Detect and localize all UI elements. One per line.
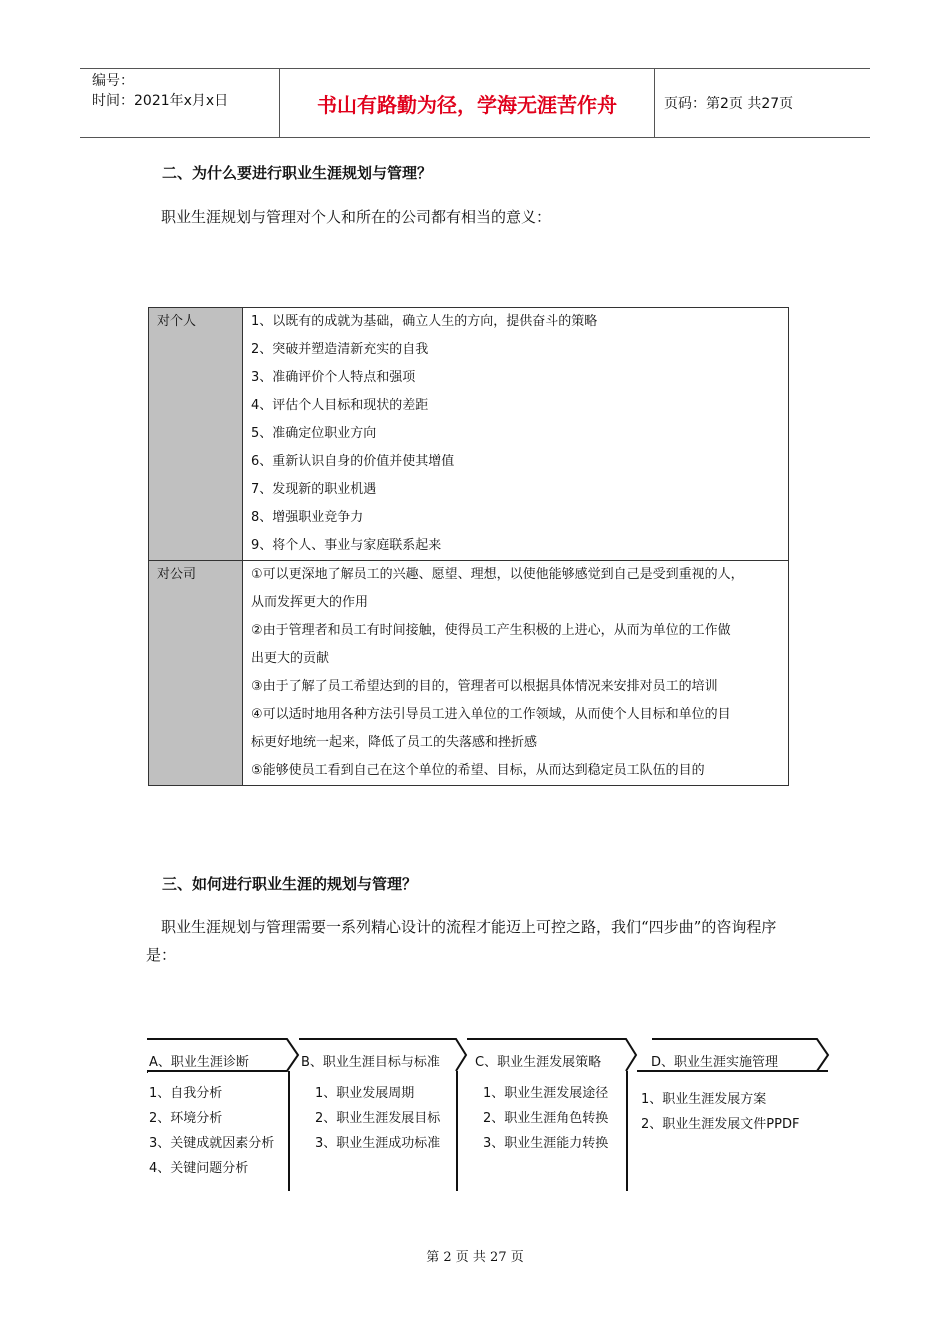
table-row — [149, 308, 789, 561]
significance-table — [148, 307, 789, 786]
list-item: ④可以适时地用各种方法引导员工进入单位的工作领域，从而使个人目标和单位的目 — [251, 707, 731, 722]
row-items-company — [243, 561, 789, 786]
step-item: 2、环境分析 — [149, 1111, 223, 1126]
list-item: 4、评估个人目标和现状的差距 — [251, 398, 429, 413]
row-key-individual: 对个人 — [149, 308, 243, 561]
row-key-company: 对公司 — [149, 561, 243, 786]
page-footer: 第 2 页 共 27 页 — [426, 1250, 524, 1265]
list-item: 6、重新认识自身的价值并使其增值 — [251, 454, 455, 469]
list-item: 8、增强职业竞争力 — [251, 510, 364, 525]
step-item: 3、关键成就因素分析 — [149, 1136, 275, 1151]
list-item: 3、准确评价个人特点和强项 — [251, 370, 416, 385]
step-head: B、职业生涯目标与标准 — [301, 1055, 440, 1070]
step-item: 2、职业生涯角色转换 — [483, 1111, 609, 1126]
list-item: ③由于了解了员工希望达到的目的，管理者可以根据具体情况来安排对员工的培训 — [251, 679, 718, 694]
list-item: ⑤能够使员工看到自己在这个单位的希望、目标，从而达到稳定员工队伍的目的 — [251, 763, 705, 778]
step-item: 1、职业生涯发展途径 — [483, 1086, 609, 1101]
list-item: ②由于管理者和员工有时间接触，使得员工产生积极的上进心，从而为单位的工作做 — [251, 623, 731, 638]
serial-label: 编号： — [92, 73, 134, 89]
list-item: 5、准确定位职业方向 — [251, 426, 377, 441]
step-item: 3、职业生涯能力转换 — [483, 1136, 609, 1151]
list-item: 9、将个人、事业与家庭联系起来 — [251, 538, 442, 553]
step-head: D、职业生涯实施管理 — [651, 1055, 779, 1070]
step-head: A、职业生涯诊断 — [149, 1055, 249, 1070]
section2-intro: 职业生涯规划与管理对个人和所在的公司都有相当的意义： — [161, 208, 552, 226]
step-item: 2、职业生涯发展目标 — [315, 1111, 441, 1126]
list-item: 从而发挥更大的作用 — [251, 595, 369, 610]
list-item: 2、突破并塑造清新充实的自我 — [251, 342, 429, 357]
step-item: 3、职业生涯成功标准 — [315, 1136, 441, 1151]
step-item: 4、关键问题分析 — [149, 1161, 249, 1176]
list-item: ①可以更深地了解员工的兴趣、愿望、理想，以使他能够感觉到自己是受到重视的人， — [251, 567, 744, 582]
page-header — [80, 68, 870, 138]
list-item: 出更大的贡献 — [251, 651, 330, 666]
step-item: 1、自我分析 — [149, 1086, 223, 1101]
header-motto: 书山有路勤为径，学海无涯苦作舟 — [280, 69, 655, 137]
step-item: 1、职业生涯发展方案 — [641, 1092, 767, 1107]
row-items-individual — [243, 308, 789, 561]
four-step-flow — [147, 1038, 830, 1193]
header-meta — [80, 69, 280, 137]
section2-title: 二、为什么要进行职业生涯规划与管理？ — [162, 164, 433, 182]
list-item: 7、发现新的职业机遇 — [251, 482, 377, 497]
list-item: 1、以既有的成就为基础，确立人生的方向，提供奋斗的策略 — [251, 314, 598, 329]
list-item: 标更好地统一起来，降低了员工的失落感和挫折感 — [251, 735, 538, 750]
step-item: 1、职业发展周期 — [315, 1086, 415, 1101]
step-item: 2、职业生涯发展文件PPDF — [641, 1117, 800, 1132]
section3-intro: 职业生涯规划与管理需要一系列精心设计的流程才能迈上可控之路，我们“四步曲”的咨询程序是： — [146, 918, 777, 964]
section3-title: 三、如何进行职业生涯的规划与管理？ — [162, 875, 418, 893]
table-row — [149, 561, 789, 786]
time-label: 时间：2021年x月x日 — [92, 93, 229, 109]
header-page-info: 页码：第2页 共27页 — [664, 96, 794, 112]
step-head: C、职业生涯发展策略 — [475, 1055, 602, 1070]
